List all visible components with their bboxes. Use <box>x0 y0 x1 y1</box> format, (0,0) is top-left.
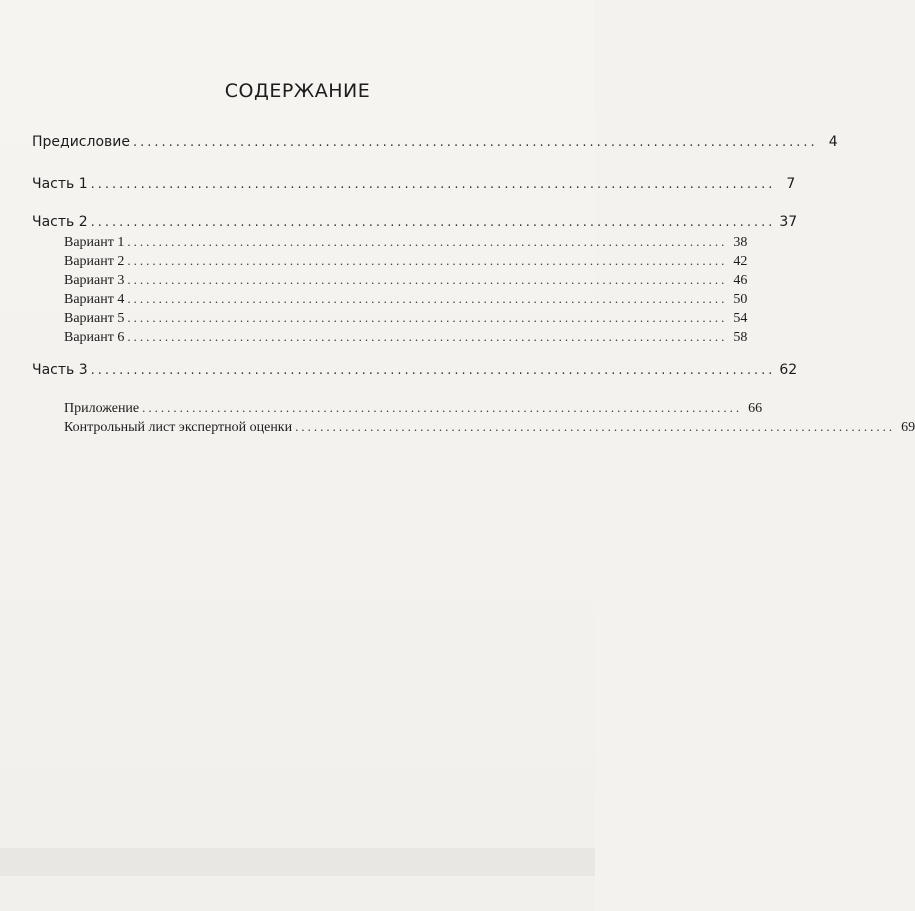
toc-entry-appendix[interactable] <box>64 400 763 417</box>
toc-entry-label: Вариант 4 <box>64 292 125 307</box>
toc-entry-label: Вариант 6 <box>64 330 125 345</box>
toc-entry-variant-4[interactable] <box>64 291 748 308</box>
toc-page-number: 66 <box>748 401 763 416</box>
toc-entry-variant-6[interactable] <box>64 329 748 346</box>
toc-entry-label: Предисловие <box>32 134 130 150</box>
toc-entry-label: Часть 1 <box>32 176 88 192</box>
toc-page-number: 7 <box>786 176 796 192</box>
dot-leader: ................................................................................................ <box>127 253 728 268</box>
toc-entry-part-1[interactable] <box>32 176 796 192</box>
dot-leader: ................................................................................................ <box>142 400 743 415</box>
toc-page-number: 42 <box>733 254 748 269</box>
dot-leader: ................................................................................................ <box>127 310 728 325</box>
toc-page-number: 54 <box>733 311 748 326</box>
bleed-through-text <box>50 40 550 860</box>
toc-entry-variant-5[interactable] <box>64 310 748 327</box>
toc-entry-label: Часть 3 <box>32 362 88 378</box>
toc-entry-label: Вариант 2 <box>64 254 125 269</box>
toc-page-number: 37 <box>779 214 798 230</box>
toc-entry-variant-2[interactable] <box>64 253 748 270</box>
toc-page-number: 62 <box>779 362 798 378</box>
dot-leader: ................................................................................................ <box>132 135 818 150</box>
toc-entry-label: Контрольный лист экспертной оценки <box>64 420 293 435</box>
dot-leader: ................................................................................................ <box>90 363 776 378</box>
toc-entry-preface[interactable] <box>32 134 838 150</box>
toc-entry-part-3[interactable] <box>32 362 798 378</box>
toc-page-number: 38 <box>733 235 748 250</box>
dot-leader: ................................................................................................ <box>127 234 728 249</box>
toc-entry-variant-1[interactable] <box>64 234 748 251</box>
toc-entry-expert-checklist[interactable] <box>64 419 915 436</box>
toc-entry-label: Приложение <box>64 401 140 416</box>
dot-leader: ................................................................................................ <box>127 329 728 344</box>
toc-entry-label: Вариант 5 <box>64 311 125 326</box>
toc-entry-variant-3[interactable] <box>64 272 748 289</box>
toc-entry-label: Вариант 3 <box>64 273 125 288</box>
toc-page-number: 58 <box>733 330 748 345</box>
page-bottom-shadow <box>0 848 595 876</box>
toc-entry-label: Вариант 1 <box>64 235 125 250</box>
toc-entry-part-2[interactable] <box>32 214 798 230</box>
toc-page-number: 69 <box>901 420 915 435</box>
dot-leader: ................................................................................................ <box>127 272 728 287</box>
dot-leader: ................................................................................................ <box>295 419 896 434</box>
dot-leader: ................................................................................................ <box>90 177 776 192</box>
dot-leader: ................................................................................................ <box>90 215 776 230</box>
dot-leader: ................................................................................................ <box>127 291 728 306</box>
toc-page-number: 50 <box>733 292 748 307</box>
page-title: СОДЕРЖАНИЕ <box>224 80 371 102</box>
toc-page-number: 46 <box>733 273 748 288</box>
toc-page-number: 4 <box>828 134 838 150</box>
toc-entry-label: Часть 2 <box>32 214 88 230</box>
